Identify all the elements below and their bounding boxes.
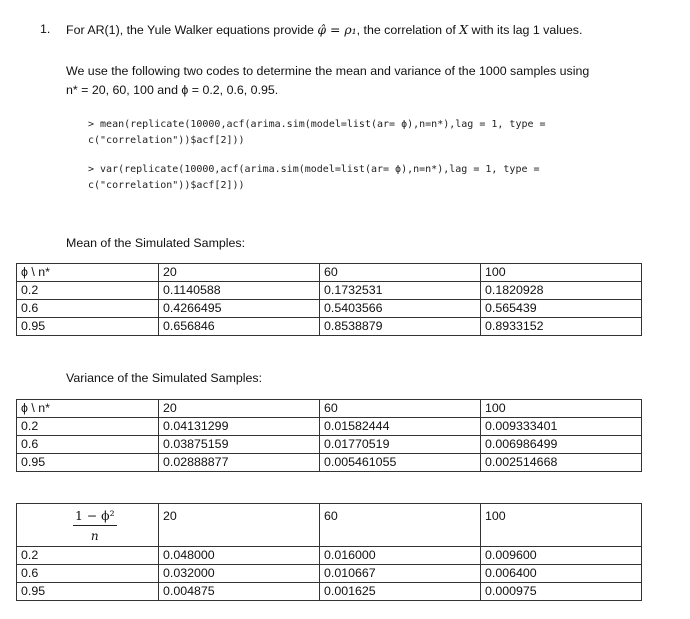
header-cell: 100	[481, 400, 642, 418]
table-cell: 0.02888877	[159, 454, 320, 472]
table-cell: 0.2	[17, 282, 159, 300]
header-cell: ϕ \ n*	[17, 264, 159, 282]
table-cell: 0.8933152	[481, 318, 642, 336]
variance-formula	[73, 507, 117, 545]
intro-line-1: We use the following two codes to determine the mean and variance of the 1000 samples using	[66, 64, 590, 78]
header-cell: 60	[320, 400, 481, 418]
header-cell: 100	[481, 504, 642, 547]
table-cell: 0.04131299	[159, 418, 320, 436]
variance-table	[16, 399, 642, 472]
table-row	[17, 583, 642, 601]
x-variable: X	[459, 22, 469, 37]
table-cell: 0.6	[17, 300, 159, 318]
table-cell: 0.03875159	[159, 436, 320, 454]
table-cell: 0.009600	[481, 547, 642, 565]
table-row	[17, 282, 642, 300]
table-cell: 0.005461055	[320, 454, 481, 472]
table-cell: 0.5403566	[320, 300, 481, 318]
intro-paragraph	[66, 62, 666, 100]
table-row	[17, 454, 642, 472]
table-cell: 0.1820928	[481, 282, 642, 300]
table-cell: 0.2	[17, 547, 159, 565]
table-cell: 0.032000	[159, 565, 320, 583]
header-cell: 60	[320, 504, 481, 547]
table-cell: 0.01770519	[320, 436, 481, 454]
rho-1-symbol: ρ₁	[344, 22, 357, 37]
formula-cell	[17, 504, 159, 547]
var-code-line-2: c("correlation"))$acf[2]))	[88, 180, 245, 191]
intro-line-2: n* = 20, 60, 100 and ϕ = 0.2, 0.6, 0.95.	[66, 83, 279, 97]
table-header-row	[17, 504, 642, 547]
table-cell: 0.000975	[481, 583, 642, 601]
table-row	[17, 547, 642, 565]
table-row	[17, 300, 642, 318]
table-cell: 0.001625	[320, 583, 481, 601]
header-cell: 60	[320, 264, 481, 282]
question-number: 1.	[40, 22, 51, 36]
mean-table-caption: Mean of the Simulated Samples:	[66, 236, 246, 250]
variance-table-caption: Variance of the Simulated Samples:	[66, 371, 263, 385]
table-row	[17, 318, 642, 336]
mean-code-line-2: c("correlation"))$acf[2]))	[88, 135, 245, 146]
table-row	[17, 565, 642, 583]
header-cell: 20	[159, 264, 320, 282]
header-cell: 20	[159, 400, 320, 418]
table-cell: 0.565439	[481, 300, 642, 318]
table-cell: 0.016000	[320, 547, 481, 565]
table-row	[17, 436, 642, 454]
table-cell: 0.95	[17, 454, 159, 472]
table-cell: 0.6	[17, 436, 159, 454]
question-text	[66, 22, 582, 37]
question-suffix-a: , the correlation of	[356, 23, 456, 37]
mean-table	[16, 263, 642, 336]
question-suffix-b: with its lag 1 values.	[471, 23, 583, 37]
header-cell: ϕ \ n*	[17, 400, 159, 418]
mean-code-block	[88, 117, 546, 149]
table-cell: 0.6	[17, 565, 159, 583]
table-header-row	[17, 264, 642, 282]
mean-code-line-1: > mean(replicate(10000,acf(arima.sim(model=list(ar= ϕ),n=n*),lag = 1, type =	[88, 119, 546, 130]
table-cell: 0.002514668	[481, 454, 642, 472]
table-cell: 0.009333401	[481, 418, 642, 436]
var-code-line-1: > var(replicate(10000,acf(arima.sim(model=list(ar= ϕ),n=n*),lag = 1, type =	[88, 164, 540, 175]
question-prefix: For AR(1), the Yule Walker equations provide	[66, 23, 314, 37]
table-cell: 0.01582444	[320, 418, 481, 436]
table-cell: 0.006400	[481, 565, 642, 583]
table-cell: 0.4266495	[159, 300, 320, 318]
formula-denominator: n	[90, 529, 99, 543]
phi-hat-symbol: φ̂	[317, 22, 327, 37]
table-cell: 0.004875	[159, 583, 320, 601]
table-cell: 0.2	[17, 418, 159, 436]
table-cell: 0.95	[17, 318, 159, 336]
header-cell: 100	[481, 264, 642, 282]
table-row	[17, 418, 642, 436]
header-cell: 20	[159, 504, 320, 547]
table-cell: 0.656846	[159, 318, 320, 336]
theory-table	[16, 503, 642, 601]
var-code-block	[88, 162, 540, 194]
table-cell: 0.1732531	[320, 282, 481, 300]
table-cell: 0.95	[17, 583, 159, 601]
table-cell: 0.8538879	[320, 318, 481, 336]
table-cell: 0.010667	[320, 565, 481, 583]
formula-numerator: 1 − ϕ²	[73, 507, 117, 526]
table-cell: 0.1140588	[159, 282, 320, 300]
equals-sign: =	[326, 22, 345, 37]
table-cell: 0.048000	[159, 547, 320, 565]
table-header-row	[17, 400, 642, 418]
table-cell: 0.006986499	[481, 436, 642, 454]
